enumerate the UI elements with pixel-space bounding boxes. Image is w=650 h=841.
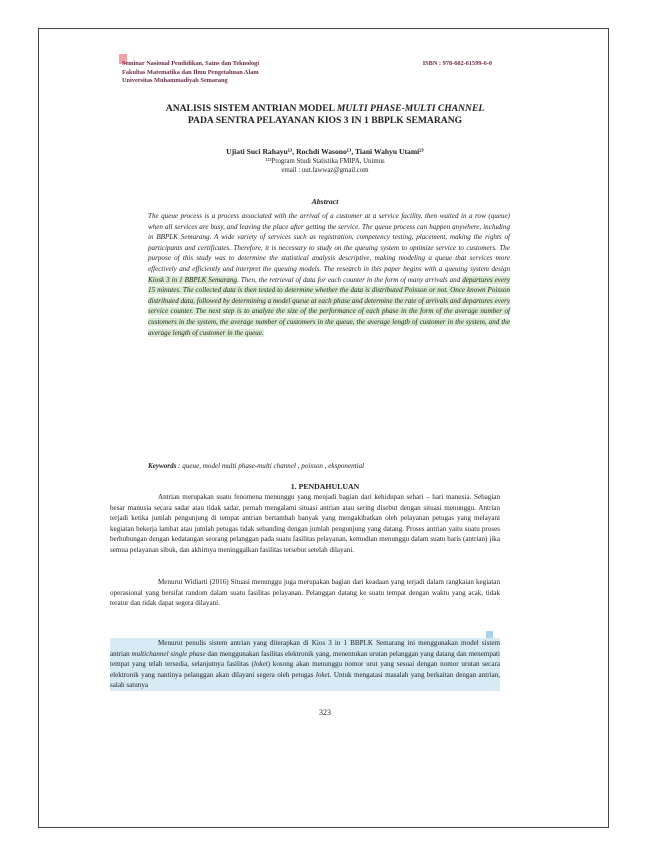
paper-title — [95, 103, 555, 127]
email: email : uut.fawwaz@gmail.com — [281, 167, 369, 174]
affiliation-block — [95, 157, 555, 175]
paragraph-3 — [110, 638, 500, 691]
keywords — [148, 461, 510, 471]
abstract-part-b: . Then, the retrieval of data for each counter in the form of many arrivals and — [237, 275, 463, 284]
affiliation: ¹²³Program Studi Statistika FMIPA, Unimus — [265, 158, 385, 165]
paragraph-1-text: Antrian merupakan suatu fenomena menunggu yang menjadi bagian dari kehidupan sehari – hari manusia. Sebagian besar manusia secara sadar atau tidak sadar, pernah mengalami situasi antrian atau sering disebut dengan situasi menunggu. Antrian terjadi ketika jumlah pengunjung di tempat antrian bertambah banyak yang mengakibatkan oleh pelayanan petugas yang melayani kegiatan bekerja lambat atau jumlah petugas tidak sebanding dengan jumlah pengunjung yang datang. Proses antrian yaitu suatu proses berhubungan dengan kedatangan seorang pelanggan pada suatu fasilitas pelayanan, kemudian menunggu dalam suatu baris (antrian) jika semua pelayanan sibuk, dan akhirnya meninggalkan fasilitas tersebut setelah dilayani. — [110, 493, 500, 554]
p3-italic-1: multichannel single phase — [131, 649, 206, 658]
conference-name: Seminar Nasional Pendidikan, Sains dan Teknologi — [122, 60, 260, 67]
authors: Ujiati Suci Rahayu¹⁾, Rochdi Wasono¹⁾, Tiani Wahyu Utami²⁾ — [226, 147, 424, 156]
keywords-list: : queue, model multi phase-multi channel , poisson , eksponential — [176, 462, 365, 470]
abstract-highlight-2: departures every 15 minutes. The collected data is then tested to determine whether the data is distributed Poisson or not. Once known Poisson distributed data, followed by determining a model queue at each phase and determine the rate of arrivals and departures every service counter. The next step is to analyze the size of the performance of each phase in the form of the average number of customers in the system, the average number of customers in the queue, the average length of customer in the system, and the average length of customer in the queue. — [148, 275, 510, 337]
running-header — [122, 60, 492, 86]
title-line-1-plain: ANALISIS SISTEM ANTRIAN MODEL — [165, 103, 337, 114]
p3-italic-3: loket — [315, 670, 330, 679]
faculty-name: Fakultas Matematika dan Ilmu Pengetahuan Alam — [122, 68, 259, 76]
p3-italic-2: loket — [253, 660, 268, 669]
abstract-highlight-1: Kiosk 3 in 1 BBPLK Semarang — [148, 275, 238, 284]
p3-mid: dan menggunakan fasilitas elektronik yang, menentukan urutan pelanggan yang datang dan menempati tempat yang telah tersedia, selanjutnya fasilitas ( — [110, 649, 500, 669]
page-number: 323 — [319, 708, 331, 717]
isbn: ISBN : 978-602-61599-6-0 — [422, 60, 492, 67]
section-heading: 1. PENDAHULUAN — [290, 482, 360, 491]
title-line-1 — [95, 103, 555, 115]
p3-mid-2: ) kosong akan menunggu nomor urut yang sesuai dengan nomor urutan secara elektronik yang nantinya pelanggan akan dilayani segera oleh petugas — [110, 660, 500, 679]
title-line-1-italic: MULTI PHASE-MULTI CHANNEL — [336, 103, 485, 114]
university-name: Universitas Muhammadiyah Semarang — [122, 77, 228, 84]
p3-plain: Menurut penulis sistem antrian yang diterapkan di Kios 3 in 1 BBPLK Semarang ini menggunakan model sistem antrian — [110, 639, 500, 658]
paragraph-1 — [110, 492, 500, 556]
abstract-part-a: The queue process is a process associated with the arrival of a customer at a service facility, then waited in a row (queue) when all services are busy, and leaving the place after getting the service. The queue process can happen anywhere, including in BBPLK Semarang. A wide variety of services such as registration, competency testing, placement, making the rights of participants and certificates. Therefore, it is necessary to study on the queuing system to optimize service to customers. The purpose of this study was to determine the statistical analysis descriptive, making modeling a queue that services more effectively and efficiently and interpret the queuing models. The research in this paper begins with a queuing system design — [148, 212, 510, 273]
keywords-label: Keywords — [148, 462, 177, 470]
abstract-heading: Abstract — [311, 197, 339, 206]
paragraph-2 — [110, 577, 500, 609]
p3-end: . Untuk mengatasi masalah yang berkaitan dengan antrian, salah satunya — [110, 670, 501, 690]
paragraph-2-text: Menurut Widiarti (2016) Situasi menunggu juga merupakan bagian dari keadaan yang terjadi dalam rangkaian kegiatan operasional yang bersifat random dalam suatu fasilitas pelayanan. Pelanggan datang ke suatu tempat dengan waktu yang acak, tidak teratur dan tidak dapat segera dilayani. — [110, 578, 500, 608]
abstract-text — [148, 211, 510, 338]
title-line-2: PADA SENTRA PELAYANAN KIOS 3 IN 1 BBPLK SEMARANG — [187, 115, 463, 126]
conference-info — [122, 60, 259, 86]
